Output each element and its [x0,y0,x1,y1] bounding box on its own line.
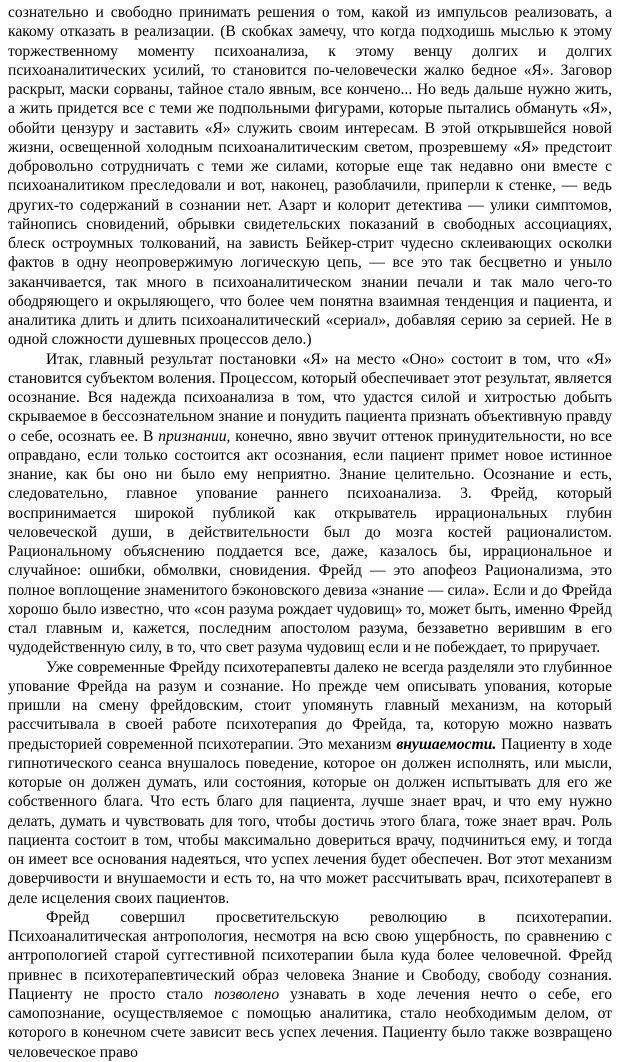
paragraph-2 [8,350,612,658]
paragraph-4-italic-term: позволено [214,985,280,1003]
paragraph-4-text-b: узнавать в ходе лечения нечто о себе, его самопознание, осуществляемое с помощью аналитика, стало необходимым делом, от которого в конечном счете зависит весь успех лечения. Пациенту было также возвращено человеческое право [8,985,613,1061]
paragraph-3-text-b: Пациенту в ходе гипнотического сеанса внушалось поведение, которое он должен исполнять, или мысли, которые он должен думать, или состояния, которые он должен испытывать для его же собственного блага. Что есть благо для пациента, лучше знает врач, и что ему нужно делать, думать и чувствовать для того, чтобы достичь этого блага, тоже знает врач. Роль пациента состоит в том, чтобы максимально довериться врачу, подчиниться ему, и тогда он имеет все основания надеяться, что успех лечения будет обеспечен. Вот этот механизм доверчивости и внушаемости и есть то, на что может рассчитывать врач, психотерапевт в деле исцеления своих пациентов. [8,735,612,907]
paragraph-2-italic-term: признании, [158,427,231,445]
paragraph-3 [8,658,612,908]
paragraph-4 [8,908,612,1062]
paragraph-2-text-b: конечно, явно звучит оттенок принудительности, но все оправдано, если только состоится акт осознания, если пациент примет новое истинное знание, как бы оно ни было ему неприятно. Знание целительно. Осознание и есть, следовательно, главное упование раннего психоанализа. 3. Фрейд, который воспринимается широкой публикой как открыватель иррациональных глубин человеческой души, в действительности был до мозга костей рационалистом. Рациональному объяснению поддается все, даже, казалось бы, иррациональное и случайное: ошибки, обмолвки, сновидения. Фрейд — это апофеоз Рационализма, это полное воплощение знаменитого бэконовского девиза «знание — сила». Если и до Фрейда хорошо было известно, что «сон разума рождает чудовищ» то, может быть, именно Фрейд стал главным и, кажется, последним апостолом разума, беззаветно верившим в его чудодейственную силу, в то, что свет разума чудовищ если и не побеждает, то приручает. [8,427,612,657]
paragraph-3-bold-italic-term: внушаемости. [396,735,497,753]
paragraph-1 [8,3,612,350]
paragraph-4-text-a: Фрейд совершил просветительскую революцию в психотерапии. Психоаналитическая антропология, несмотря на всю свою ущербность, по сравнению с антропологией старой суггестивной психотерапии была куда более человечной. Фрейд привнес в психотерапевтический образ человека Знание и Свободу, свободу сознания. Пациенту не просто стало [8,908,612,1003]
paragraph-3-text-a: Уже современные Фрейду психотерапевты далеко не всегда разделяли это глубинное упование Фрейда на разум и сознание. Но прежде чем описывать упования, которые пришли на смену фрейдовским, стоит упомянуть главный механизм, на который рассчитывала в своей работе психотерапия до Фрейда, та, которую можно назвать предысторией современной психотерапии. Это механизм [8,658,612,753]
paragraph-1-text: сознательно и свободно принимать решения о том, какой из импульсов реализовать, а какому отказать в реализации. (В скобках замечу, что когда подходишь мыслью к этому торжественному моменту психоанализа, к этому венцу долгих и долгих психоаналитических усилий, то становится по-человечески жалко бедное «Я». Заговор раскрыт, маски сорваны, тайное стало явным, все кончено... Но ведь дальше нужно жить, а жить придется все с теми же подпольными фигурами, которые пытались обмануть «Я», обойти цензуру и заставить «Я» служить своим интересам. В этой открывшейся новой жизни, освещенной холодным психоаналитическим светом, прозревшему «Я» предстоит добровольно сотрудничать с теми же силами, которые еще так недавно они вместе с психоаналитиком преследовали и вот, наконец, разоблачили, приперли к стенке, — ведь других-то содержаний в сознании нет. Азарт и колорит детектива — улики симптомов, тайнопись сновидений, обрывки свидетельских показаний в свободных ассоциациях, блеск остроумных толкований, на зависть Бейкер-стрит чудесно склеивающих осколки фактов в одну неопровержимую логическую цепь, — все это так бесцветно и уныло заканчивается, так много в психоаналитическом знании печали и так мало чего-то ободряющего и окрыляющего, что более чем понятна взаимная тенденция и пациента, и аналитика длить и длить психоаналитический «сериал», добавляя серию за серией. Не в одной сложности душевных процессов дело.) [8,4,612,349]
paragraph-2-text-a: Итак, главный результат постановки «Я» на место «Оно» состоит в том, что «Я» становится субъектом воления. Процессом, который обеспечивает этот результат, является осознание. Вся надежда психоанализа в том, что удастся силой и хитростью добыть скрываемое в бессознательном знание и понудить пациента признать объективную правду о себе, осознать ее. В [8,350,612,445]
